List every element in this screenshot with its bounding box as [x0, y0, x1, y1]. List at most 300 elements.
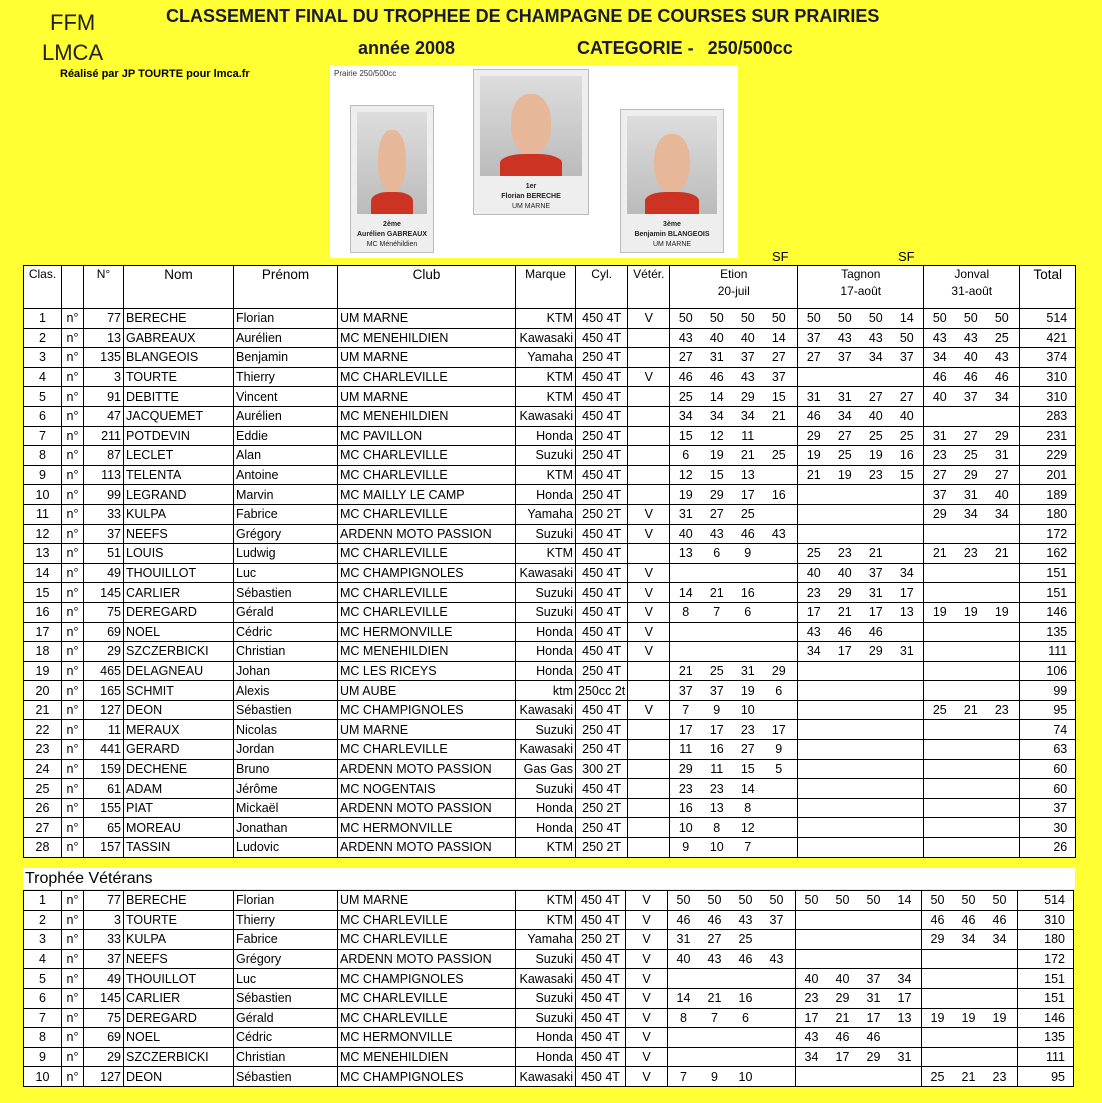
- score-value: 17: [866, 1010, 881, 1025]
- score-value: 43: [806, 624, 821, 639]
- prefix-cell: n°: [62, 988, 84, 1008]
- score-value: 21: [707, 991, 722, 1006]
- score-value: 37: [899, 350, 914, 365]
- marque-cell: Honda: [516, 818, 576, 838]
- score-value: 6: [713, 546, 721, 561]
- jonval-scores: [924, 720, 1020, 740]
- score-value: 43: [804, 1030, 819, 1045]
- score-value: 25: [932, 703, 947, 718]
- score-value: 43: [678, 330, 693, 345]
- score-value: 29: [837, 585, 852, 600]
- score-value: 50: [963, 311, 978, 326]
- veteran-cell: V: [626, 1008, 668, 1028]
- table-row: [24, 1047, 1074, 1067]
- podium-third: 3ème Benjamin BLANGEOIS UM MARNE: [620, 109, 724, 253]
- score-value: 23: [963, 546, 978, 561]
- etion-scores: [670, 700, 798, 720]
- score-value: 37: [963, 389, 978, 404]
- col-nom: Nom: [124, 266, 234, 309]
- cyl-cell: 250 4T: [576, 661, 628, 681]
- jonval-scores: [924, 328, 1020, 348]
- table-row: [24, 387, 1076, 407]
- prenom-cell: Christian: [234, 1047, 338, 1067]
- jonval-scores: [924, 838, 1020, 858]
- score-value: 37: [709, 683, 724, 698]
- table-row: [24, 426, 1076, 446]
- table-row: [24, 700, 1076, 720]
- cyl-cell: 450 4T: [576, 602, 628, 622]
- prenom-cell: Antoine: [234, 465, 338, 485]
- score-value: 25: [771, 448, 786, 463]
- marque-cell: Yamaha: [516, 930, 576, 950]
- club-cell: MC MENEHILDIEN: [338, 1047, 516, 1067]
- score-value: 27: [709, 507, 724, 522]
- score-value: 19: [932, 605, 947, 620]
- score-value: 40: [994, 487, 1009, 502]
- score-value: 14: [678, 585, 693, 600]
- cyl-cell: 450 4T: [576, 1028, 626, 1048]
- etion-scores: [670, 524, 798, 544]
- score-value: 34: [994, 389, 1009, 404]
- sf-label-tagnon: SF: [898, 249, 915, 264]
- prefix-cell: n°: [62, 602, 84, 622]
- number-cell: 37: [84, 524, 124, 544]
- total-cell: 151: [1018, 988, 1074, 1008]
- marque-cell: Suzuki: [516, 720, 576, 740]
- tagnon-scores: [796, 910, 922, 930]
- number-cell: 127: [84, 1067, 124, 1087]
- prefix-cell: n°: [62, 818, 84, 838]
- score-value: 27: [994, 468, 1009, 483]
- jonval-scores: [922, 1047, 1018, 1067]
- table-row: [24, 759, 1076, 779]
- score-value: 40: [740, 330, 755, 345]
- number-cell: 91: [84, 387, 124, 407]
- table-row: [24, 720, 1076, 740]
- jonval-scores: [924, 504, 1020, 524]
- club-cell: UM MARNE: [338, 387, 516, 407]
- cyl-cell: 250 2T: [576, 504, 628, 524]
- jonval-scores: [924, 426, 1020, 446]
- score-value: 40: [932, 389, 947, 404]
- total-cell: 63: [1020, 740, 1076, 760]
- score-value: 37: [771, 370, 786, 385]
- score-value: 16: [709, 742, 724, 757]
- etion-scores: [670, 798, 798, 818]
- score-value: 6: [775, 683, 783, 698]
- prenom-cell: Mickaël: [234, 798, 338, 818]
- jonval-scores: [922, 910, 1018, 930]
- cyl-cell: 250 4T: [576, 485, 628, 505]
- score-value: 37: [866, 971, 881, 986]
- score-value: 17: [740, 487, 755, 502]
- score-value: 27: [837, 428, 852, 443]
- score-value: 21: [806, 468, 821, 483]
- tagnon-scores: [798, 348, 924, 368]
- club-cell: MC CHAMPIGNOLES: [338, 969, 516, 989]
- score-value: 19: [837, 468, 852, 483]
- table-row: [24, 661, 1076, 681]
- cyl-cell: 450 4T: [576, 524, 628, 544]
- score-value: 10: [709, 840, 724, 855]
- score-value: 19: [992, 1010, 1007, 1025]
- score-value: 50: [994, 311, 1009, 326]
- number-cell: 3: [84, 910, 124, 930]
- club-cell: MC CHAMPIGNOLES: [338, 563, 516, 583]
- prenom-cell: Fabrice: [234, 930, 338, 950]
- nom-cell: NEEFS: [124, 524, 234, 544]
- podium-label: Prairie 250/500cc: [334, 69, 397, 78]
- score-value: 23: [837, 546, 852, 561]
- score-value: 13: [678, 546, 693, 561]
- etion-scores: [668, 949, 796, 969]
- marque-cell: KTM: [516, 891, 576, 911]
- score-value: 19: [930, 1010, 945, 1025]
- number-cell: 29: [84, 1047, 124, 1067]
- tagnon-scores: [798, 367, 924, 387]
- prefix-cell: n°: [62, 838, 84, 858]
- prenom-cell: Eddie: [234, 426, 338, 446]
- cyl-cell: 450 4T: [576, 465, 628, 485]
- veteran-cell: [628, 465, 670, 485]
- jonval-scores: [924, 798, 1020, 818]
- etion-scores: [670, 622, 798, 642]
- score-value: 9: [744, 546, 752, 561]
- score-value: 34: [961, 932, 976, 947]
- nom-cell: POTDEVIN: [124, 426, 234, 446]
- score-value: 37: [769, 912, 784, 927]
- score-value: 25: [738, 932, 753, 947]
- jonval-scores: [924, 563, 1020, 583]
- prefix-cell: n°: [62, 309, 84, 329]
- score-value: 29: [994, 428, 1009, 443]
- rank-cell: 9: [24, 465, 62, 485]
- number-cell: 61: [84, 779, 124, 799]
- score-value: 31: [963, 487, 978, 502]
- number-cell: 145: [84, 988, 124, 1008]
- score-value: 10: [678, 820, 693, 835]
- club-cell: MC CHARLEVILLE: [338, 446, 516, 466]
- score-value: 46: [738, 952, 753, 967]
- table-row: [24, 779, 1076, 799]
- cyl-cell: 450 4T: [576, 309, 628, 329]
- prenom-cell: Jonathan: [234, 818, 338, 838]
- veteran-cell: V: [628, 700, 670, 720]
- score-value: 37: [932, 487, 947, 502]
- club-cell: MC NOGENTAIS: [338, 779, 516, 799]
- prenom-cell: Cédric: [234, 622, 338, 642]
- score-value: 15: [740, 761, 755, 776]
- prefix-cell: n°: [62, 1008, 84, 1028]
- score-value: 10: [740, 703, 755, 718]
- rank-cell: 6: [24, 988, 62, 1008]
- jonval-scores: [922, 969, 1018, 989]
- jonval-scores: [924, 818, 1020, 838]
- veteran-cell: V: [626, 1028, 668, 1048]
- rank-cell: 25: [24, 779, 62, 799]
- cyl-cell: 450 4T: [576, 1067, 626, 1087]
- prefix-cell: n°: [62, 465, 84, 485]
- table-row: [24, 348, 1076, 368]
- tagnon-scores: [798, 387, 924, 407]
- table-row: [24, 485, 1076, 505]
- prefix-cell: n°: [62, 930, 84, 950]
- prenom-cell: Jordan: [234, 740, 338, 760]
- table-row: [24, 910, 1074, 930]
- score-value: 31: [994, 448, 1009, 463]
- veteran-cell: V: [626, 930, 668, 950]
- score-value: 11: [710, 761, 724, 776]
- club-cell: UM AUBE: [338, 681, 516, 701]
- veteran-cell: V: [628, 583, 670, 603]
- score-value: 7: [711, 1010, 718, 1025]
- score-value: 23: [678, 781, 693, 796]
- jonval-scores: [922, 949, 1018, 969]
- score-value: 14: [897, 893, 912, 908]
- prenom-cell: Benjamin: [234, 348, 338, 368]
- score-value: 50: [738, 893, 753, 908]
- prenom-cell: Gérald: [234, 1008, 338, 1028]
- jonval-scores: [922, 1008, 1018, 1028]
- table-row: [24, 818, 1076, 838]
- jonval-scores: [924, 740, 1020, 760]
- jonval-scores: [924, 759, 1020, 779]
- score-value: 31: [678, 507, 693, 522]
- prenom-cell: Florian: [234, 891, 338, 911]
- jonval-scores: [922, 930, 1018, 950]
- nom-cell: DEON: [124, 1067, 234, 1087]
- marque-cell: Suzuki: [516, 988, 576, 1008]
- score-value: 50: [932, 311, 947, 326]
- score-value: 29: [932, 507, 947, 522]
- score-value: 27: [678, 350, 693, 365]
- score-value: 17: [806, 605, 821, 620]
- score-value: 27: [868, 389, 883, 404]
- club-cell: MC HERMONVILLE: [338, 818, 516, 838]
- number-cell: 77: [84, 309, 124, 329]
- total-cell: 514: [1020, 309, 1076, 329]
- nom-cell: BERECHE: [124, 309, 234, 329]
- veteran-cell: [628, 485, 670, 505]
- rank-cell: 8: [24, 1028, 62, 1048]
- cyl-cell: 250 2T: [576, 930, 626, 950]
- number-cell: 75: [84, 1008, 124, 1028]
- number-cell: 49: [84, 969, 124, 989]
- prefix-cell: n°: [62, 406, 84, 426]
- cyl-cell: 250 2T: [576, 798, 628, 818]
- table-row: [24, 1028, 1074, 1048]
- score-value: 8: [713, 820, 721, 835]
- score-value: 17: [771, 722, 786, 737]
- prenom-cell: Fabrice: [234, 504, 338, 524]
- rank-cell: 17: [24, 622, 62, 642]
- nom-cell: THOUILLOT: [124, 563, 234, 583]
- score-value: 46: [707, 912, 722, 927]
- prefix-cell: n°: [62, 740, 84, 760]
- col-prefix: [62, 266, 84, 309]
- score-value: 29: [963, 468, 978, 483]
- veteran-cell: [628, 759, 670, 779]
- table-row: [24, 446, 1076, 466]
- score-value: 8: [680, 1010, 687, 1025]
- cyl-cell: 450 4T: [576, 406, 628, 426]
- score-value: 50: [740, 311, 755, 326]
- cyl-cell: 450 4T: [576, 544, 628, 564]
- rank-cell: 26: [24, 798, 62, 818]
- number-cell: 33: [84, 930, 124, 950]
- page-title: CLASSEMENT FINAL DU TROPHEE DE CHAMPAGNE DE COURSES SUR PRAIRIES: [166, 6, 880, 26]
- prefix-cell: n°: [62, 661, 84, 681]
- total-cell: 231: [1020, 426, 1076, 446]
- score-value: 37: [837, 350, 852, 365]
- marque-cell: Yamaha: [516, 504, 576, 524]
- total-cell: 283: [1020, 406, 1076, 426]
- rank-cell: 18: [24, 642, 62, 662]
- score-value: 21: [740, 448, 755, 463]
- marque-cell: KTM: [516, 367, 576, 387]
- score-value: 50: [769, 893, 784, 908]
- score-value: 46: [837, 624, 852, 639]
- total-cell: 374: [1020, 348, 1076, 368]
- number-cell: 69: [84, 622, 124, 642]
- table-row: [24, 583, 1076, 603]
- etion-scores: [668, 1067, 796, 1087]
- nom-cell: SZCZERBICKI: [124, 1047, 234, 1067]
- etion-scores: [670, 465, 798, 485]
- prefix-cell: n°: [62, 779, 84, 799]
- table-row: [24, 406, 1076, 426]
- club-cell: MC CHARLEVILLE: [338, 544, 516, 564]
- score-value: 15: [899, 468, 914, 483]
- total-cell: 172: [1018, 949, 1074, 969]
- veteran-cell: V: [628, 504, 670, 524]
- veteran-cell: V: [628, 367, 670, 387]
- table-row: [24, 740, 1076, 760]
- score-value: 13: [709, 801, 724, 816]
- marque-cell: Suzuki: [516, 779, 576, 799]
- score-value: 29: [740, 389, 755, 404]
- score-value: 19: [963, 605, 978, 620]
- veteran-cell: [628, 387, 670, 407]
- tagnon-scores: [798, 485, 924, 505]
- total-cell: 60: [1020, 759, 1076, 779]
- tagnon-scores: [798, 642, 924, 662]
- table-row: [24, 969, 1074, 989]
- score-value: 25: [740, 507, 755, 522]
- score-value: 37: [678, 683, 693, 698]
- score-value: 40: [868, 409, 883, 424]
- total-cell: 151: [1020, 583, 1076, 603]
- nom-cell: GERARD: [124, 740, 234, 760]
- prenom-cell: Aurélien: [234, 328, 338, 348]
- rank-cell: 28: [24, 838, 62, 858]
- score-value: 46: [835, 1030, 850, 1045]
- score-value: 27: [899, 389, 914, 404]
- score-value: 34: [804, 1050, 819, 1065]
- jonval-scores: [924, 622, 1020, 642]
- total-cell: 514: [1018, 891, 1074, 911]
- number-cell: 155: [84, 798, 124, 818]
- score-value: 14: [771, 330, 786, 345]
- table-row: [24, 563, 1076, 583]
- etion-scores: [670, 838, 798, 858]
- score-value: 46: [932, 370, 947, 385]
- score-value: 50: [804, 893, 819, 908]
- score-value: 6: [682, 448, 690, 463]
- total-cell: 26: [1020, 838, 1076, 858]
- score-value: 14: [740, 781, 755, 796]
- marque-cell: Yamaha: [516, 348, 576, 368]
- score-value: 23: [804, 991, 819, 1006]
- score-value: 31: [837, 389, 852, 404]
- club-cell: MC CHARLEVILLE: [338, 583, 516, 603]
- category-value: 250/500cc: [707, 38, 793, 58]
- jonval-scores: [924, 465, 1020, 485]
- rank-cell: 9: [24, 1047, 62, 1067]
- score-value: 50: [835, 893, 850, 908]
- tagnon-scores: [798, 740, 924, 760]
- etion-scores: [670, 485, 798, 505]
- cyl-cell: 450 4T: [576, 949, 626, 969]
- score-value: 23: [994, 703, 1009, 718]
- total-cell: 146: [1020, 602, 1076, 622]
- tagnon-scores: [798, 504, 924, 524]
- total-cell: 106: [1020, 661, 1076, 681]
- score-value: 19: [961, 1010, 976, 1025]
- club-cell: MC CHARLEVILLE: [338, 740, 516, 760]
- prefix-cell: n°: [62, 891, 84, 911]
- score-value: 7: [680, 1069, 687, 1084]
- prefix-cell: n°: [62, 544, 84, 564]
- jonval-scores: [924, 387, 1020, 407]
- score-value: 34: [897, 971, 912, 986]
- score-value: 17: [899, 585, 914, 600]
- rank-cell: 2: [24, 910, 62, 930]
- etion-scores: [668, 1028, 796, 1048]
- cyl-cell: 450 4T: [576, 367, 628, 387]
- score-value: 50: [806, 311, 821, 326]
- prenom-cell: Alexis: [234, 681, 338, 701]
- etion-scores: [670, 426, 798, 446]
- score-value: 40: [835, 971, 850, 986]
- prefix-cell: n°: [62, 446, 84, 466]
- number-cell: 465: [84, 661, 124, 681]
- score-value: 50: [676, 893, 691, 908]
- score-value: 31: [899, 644, 914, 659]
- prefix-cell: n°: [62, 426, 84, 446]
- tagnon-scores: [798, 661, 924, 681]
- score-value: 50: [771, 311, 786, 326]
- cyl-cell: 450 4T: [576, 779, 628, 799]
- tagnon-scores: [798, 583, 924, 603]
- prenom-cell: Aurélien: [234, 406, 338, 426]
- etion-scores: [668, 988, 796, 1008]
- total-cell: 310: [1018, 910, 1074, 930]
- score-value: 17: [709, 722, 724, 737]
- score-value: 34: [678, 409, 693, 424]
- score-value: 29: [835, 991, 850, 1006]
- score-value: 12: [709, 428, 724, 443]
- rank-cell: 10: [24, 1067, 62, 1087]
- marque-cell: Honda: [516, 1047, 576, 1067]
- table-row: [24, 504, 1076, 524]
- prenom-cell: Ludovic: [234, 838, 338, 858]
- prenom-cell: Grégory: [234, 949, 338, 969]
- marque-cell: Suzuki: [516, 949, 576, 969]
- tagnon-scores: [798, 700, 924, 720]
- jonval-scores: [924, 642, 1020, 662]
- marque-cell: KTM: [516, 387, 576, 407]
